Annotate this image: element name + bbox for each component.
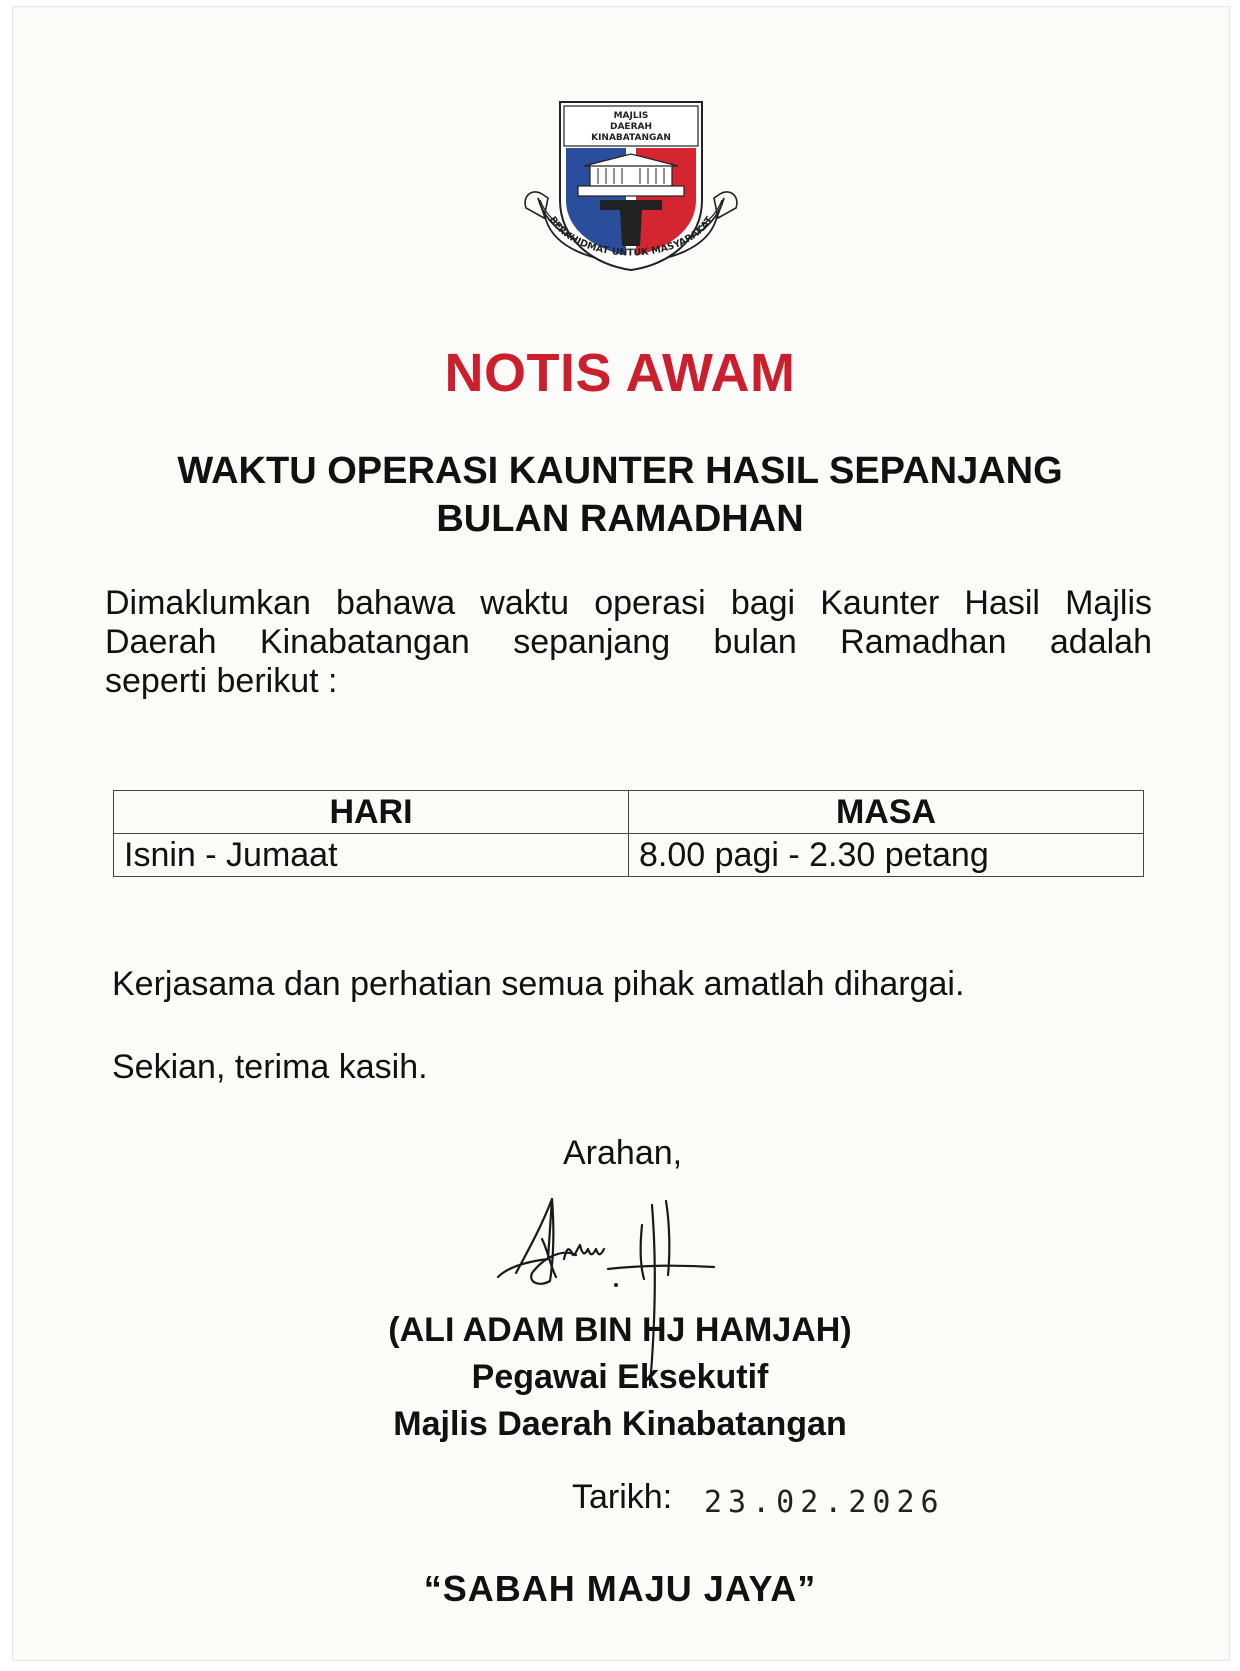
table-header-row — [114, 791, 1144, 834]
table-cell-masa: 8.00 pagi - 2.30 petang — [629, 834, 1144, 877]
logo-text-line-1: MAJLIS — [613, 111, 649, 121]
notice-title: NOTIS AWAM — [444, 343, 796, 403]
logo-text-line-2: DAERAH — [609, 122, 653, 132]
paragraph-line-2: Daerah Kinabatangan sepanjang bulan Ramadhan adalah — [105, 623, 1152, 661]
handwritten-date — [700, 1470, 1000, 1526]
closing-line-2: Sekian, terima kasih. — [112, 1048, 428, 1086]
table-row — [114, 834, 1144, 877]
operating-hours-table — [113, 790, 1144, 877]
signatory-title: Pegawai Eksekutif — [471, 1358, 769, 1396]
signatory-name: (ALI ADAM BIN HJ HAMJAH) — [388, 1311, 852, 1349]
closing-line-1: Kerjasama dan perhatian semua pihak amatlah dihargai. — [112, 965, 965, 1003]
date-label: Tarikh: — [572, 1478, 673, 1516]
logo-ribbon-motto: BERKHIDMAT UNTUK MASYARAKAT — [546, 214, 716, 259]
paragraph-line-1: Dimaklumkan bahawa waktu operasi bagi Kaunter Hasil Majlis — [105, 584, 1152, 622]
date-value: 23.02.2026 — [704, 1485, 945, 1520]
signatory-block — [340, 1307, 900, 1448]
council-crest-logo — [518, 100, 744, 295]
notice-subtitle-line-1: WAKTU OPERASI KAUNTER HASIL SEPANJANG — [177, 450, 1063, 492]
logo-text-line-3: KINABATANGAN — [591, 133, 671, 143]
table-header-hari: HARI — [114, 791, 629, 834]
notice-subtitle — [100, 447, 1140, 543]
paragraph-line-3: seperti berikut : — [105, 662, 338, 700]
table-header-masa: MASA — [629, 791, 1144, 834]
arahan-label: Arahan, — [563, 1134, 683, 1172]
closing-motto: “SABAH MAJU JAYA” — [423, 1568, 817, 1609]
notice-subtitle-line-2: BULAN RAMADHAN — [436, 498, 804, 540]
notice-paragraph — [105, 584, 1152, 701]
table-cell-hari: Isnin - Jumaat — [114, 834, 629, 877]
signatory-organization: Majlis Daerah Kinabatangan — [393, 1405, 847, 1443]
